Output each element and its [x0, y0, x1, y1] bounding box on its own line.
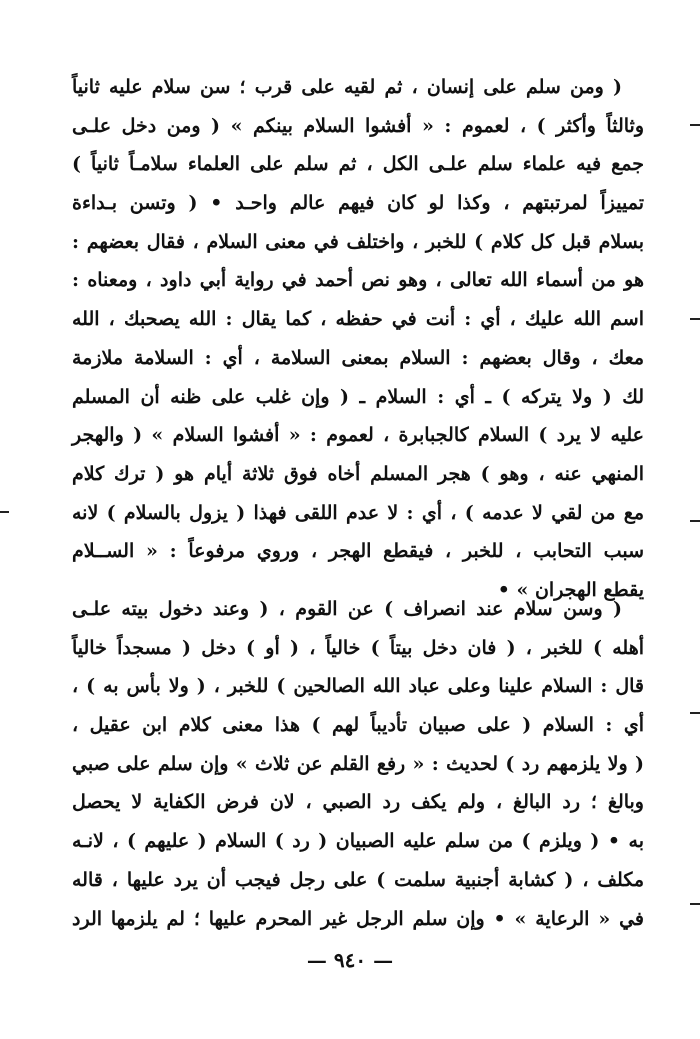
text-line: سبب التحابب ، للخبر ، فيقطع الهجر ، وروي مرفوعاً : « الســلام [72, 540, 644, 563]
text-line: أي : السلام ( على صبيان تأديباً لهم ) هذا معنى كلام ابن عقيل ، [72, 714, 644, 737]
text-line: به • ( ويلزم ) من سلم عليه الصبيان ( رد ) السلام ( عليهم ) ، لانـه [72, 830, 644, 853]
text-line: ( ومن سلم على إنسان ، ثم لقيه على قرب ؛ سن سلام عليه ثانياً [72, 76, 622, 98]
text-line: جمع فيه علماء سلم علـى الكل ، ثم سلم على العلماء سلامـاً ثانياً ) [72, 153, 644, 176]
text-line: وثالثاً وأكثر ) ، لعموم : « أفشوا السلام بينكم » ( ومن دخل علـى [72, 114, 644, 137]
margin-mark [0, 511, 9, 513]
margin-mark [690, 903, 700, 905]
paragraph-1 [72, 68, 644, 610]
margin-mark [690, 318, 700, 320]
text-line: ( وسن سلام عند انصراف ) عن القوم ، ( وعند دخول بيته علـى [72, 598, 622, 620]
text-line: المنهي عنه ، وهو ) هجر المسلم أخاه فوق ثلاثة أيام هو ( ترك كلام [72, 462, 644, 485]
text-line: ( ولا يلزمهم رد ) لحديث : « رفع القلم عن ثلاث » وإن سلم على صبي [72, 752, 644, 775]
margin-mark [690, 520, 700, 522]
text-line: لك ( ولا يتركه ) ـ أي : السلام ـ ( وإن غلب على ظنه أن المسلم [72, 385, 644, 408]
margin-mark [690, 124, 700, 126]
text-line: تمييزاً لمرتبتهم ، وكذا لو كان فيهم عالم واحـد • ( وتسن بـداءة [72, 192, 644, 215]
text-line: أهله ) للخبر ، ( فان دخل بيتاً ) خالياً ، ( أو ) دخل ( مسجداً خالياً [72, 636, 644, 659]
text-line: وبالغ ؛ رد البالغ ، ولم يكف رد الصبي ، لان فرض الكفاية لا يحصل [72, 791, 644, 814]
text-line: معك ، وقال بعضهم : السلام بمعنى السلامة ، أي : السلامة ملازمة [72, 346, 644, 369]
text-line: عليه لا يرد ) السلام كالجبابرة ، لعموم : « أفشوا السلام » ( والهجر [72, 424, 644, 447]
text-line: في « الرعاية » • وإن سلم الرجل غير المحرم عليها ؛ لم يلزمها الرد [72, 907, 644, 930]
text-line: مكلف ، ( كشابة أجنبية سلمت ) على رجل فيجب أن يرد عليها ، قاله [72, 868, 644, 891]
text-line: بسلام قبل كل كلام ) للخبر ، واختلف في معنى السلام ، فقال بعضهم : [72, 230, 644, 253]
text-line: اسم الله عليك ، أي : أنت في حفظه ، كما يقال : الله يصحبك ، الله [72, 308, 644, 331]
paragraph-2 [72, 590, 644, 938]
text-line: يقطع الهجران » • [497, 578, 644, 601]
text-line: مع من لقي لا عدمه ) ، أي : لا عدم اللقى فهذا ( يزول بالسلام ) لانه [72, 501, 644, 524]
text-line: قال : السلام علينا وعلى عباد الله الصالحين ) للخبر ، ( ولا بأس به ) ، [72, 675, 644, 698]
text-line: هو من أسماء الله تعالى ، وهو نص أحمد في رواية أبي داود ، ومعناه : [72, 269, 644, 292]
margin-mark [690, 712, 700, 714]
page-number: — ٩٤٠ — [306, 948, 394, 972]
